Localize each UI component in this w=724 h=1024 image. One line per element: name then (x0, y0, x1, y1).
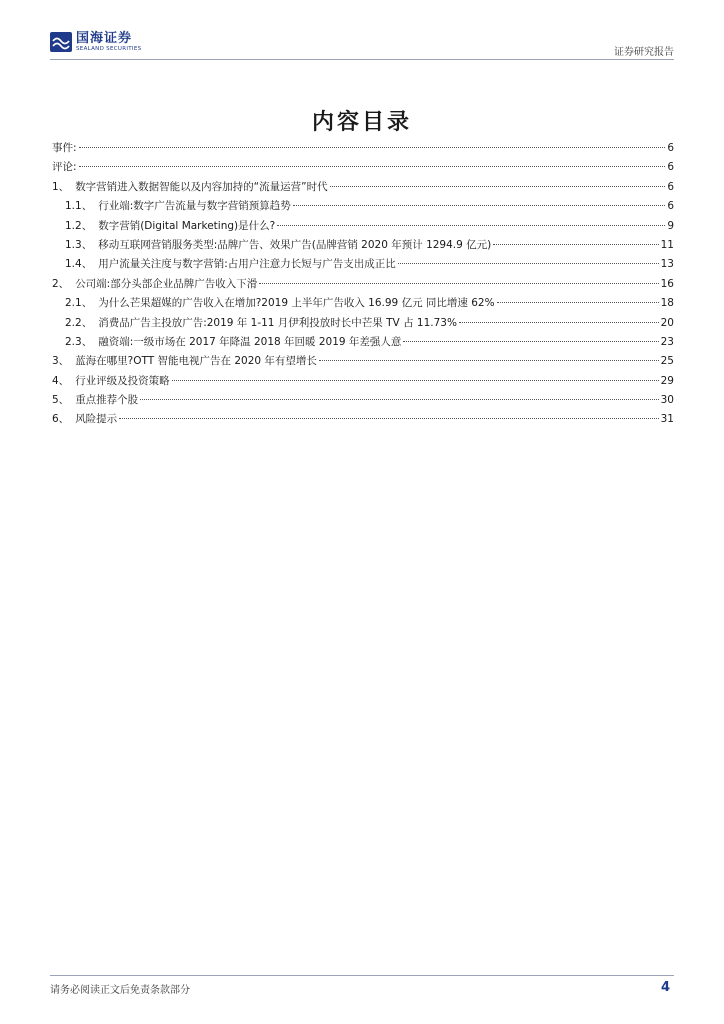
toc-entry-page: 13 (660, 258, 674, 271)
toc-entry[interactable] (50, 198, 674, 217)
toc-entry-label: 为什么芒果超媒的广告收入在增加?2019 上半年广告收入 16.99 亿元 同比增速 62% (98, 297, 495, 310)
toc-entry-page: 6 (667, 180, 674, 193)
toc-entry-label: 数字营销进入数据智能以及内容加持的“流量运营”时代 (75, 180, 328, 193)
toc-entry-label: 移动互联网营销服务类型:品牌广告、效果广告(品牌营销 2020 年预计 1294.9 亿元) (98, 238, 492, 251)
toc-entry-number: 2.3、 (65, 335, 93, 348)
toc-dot-leader (277, 225, 665, 226)
toc-dot-leader (79, 166, 666, 167)
toc-entry-label: 行业评级及投资策略 (75, 374, 170, 387)
page-number: 4 (660, 980, 670, 995)
toc-entry-number: 1.2、 (65, 219, 93, 232)
toc-entry[interactable] (50, 315, 674, 334)
toc-entry-number: 1.3、 (65, 238, 93, 251)
toc-entry[interactable] (50, 256, 674, 275)
toc-entry-label: 数字营销(Digital Marketing)是什么? (98, 219, 276, 232)
toc-entry-number: 1.1、 (65, 200, 93, 213)
toc-entry-number: 1.4、 (65, 258, 93, 271)
toc-entry-number: 2.2、 (65, 316, 93, 329)
toc-entry-page: 9 (667, 219, 674, 232)
toc-entry[interactable] (50, 392, 674, 411)
toc-dot-leader (119, 418, 658, 419)
toc-entry-label: 重点推荐个股 (75, 394, 139, 407)
toc-entry-label: 融资端:一级市场在 2017 年降温 2018 年回暖 2019 年差强人意 (98, 335, 402, 348)
toc-entry-page: 11 (660, 238, 674, 251)
toc-entry-label: 蓝海在哪里?OTT 智能电视广告在 2020 年有望增长 (75, 355, 317, 368)
company-name-cn: 国海证券 (76, 31, 133, 46)
toc-entry[interactable] (50, 353, 674, 372)
toc-entry-label: 行业端:数字广告流量与数字营销预算趋势 (98, 200, 291, 213)
document-type: 证券研究报告 (614, 47, 674, 58)
footer-divider (50, 975, 674, 976)
toc-entry-number: 5、 (52, 394, 70, 407)
toc-dot-leader (172, 380, 659, 381)
page-header (50, 30, 674, 60)
toc-entry[interactable] (50, 159, 674, 178)
sealand-logo-icon (50, 32, 72, 52)
toc-dot-leader (330, 186, 666, 187)
footer-disclaimer: 请务必阅读正文后免责条款部分 (50, 985, 190, 996)
toc-entry[interactable] (50, 237, 674, 256)
toc-entry-page: 30 (660, 394, 674, 407)
toc-entry[interactable] (50, 140, 674, 159)
toc-dot-leader (459, 322, 659, 323)
company-logo (50, 32, 141, 53)
toc-dot-leader (293, 205, 666, 206)
company-name-en: SEALAND SECURITIES (76, 46, 142, 52)
toc-entry-page: 16 (660, 277, 674, 290)
toc-dot-leader (319, 360, 659, 361)
toc-entry[interactable] (50, 179, 674, 198)
toc-entry-label: 用户流量关注度与数字营销:占用户注意力长短与广告支出成正比 (98, 258, 396, 271)
toc-entry-page: 23 (660, 335, 674, 348)
toc-entry-page: 6 (667, 142, 674, 154)
toc-entry[interactable] (50, 411, 674, 430)
toc-dot-leader (398, 263, 659, 264)
toc-entry[interactable] (50, 334, 674, 353)
toc-entry-page: 18 (660, 297, 674, 310)
toc-entry-page: 25 (660, 355, 674, 368)
toc-entry-page: 29 (660, 374, 674, 387)
toc-dot-leader (497, 302, 659, 303)
table-of-contents (50, 140, 674, 431)
toc-dot-leader (140, 399, 658, 400)
toc-entry-number: 6、 (52, 413, 70, 426)
toc-entry[interactable] (50, 218, 674, 237)
toc-entry[interactable] (50, 276, 674, 295)
toc-title: 内容目录 (311, 110, 412, 135)
toc-entry[interactable] (50, 295, 674, 314)
toc-entry-page: 20 (660, 316, 674, 329)
toc-entry-label: 风险提示 (75, 413, 118, 426)
toc-entry-label: 评论: (52, 161, 77, 174)
toc-entry-page: 6 (667, 161, 674, 174)
toc-entry-page: 31 (660, 413, 674, 426)
toc-entry-label: 事件: (52, 142, 77, 154)
toc-dot-leader (79, 147, 666, 148)
toc-dot-leader (493, 244, 658, 245)
toc-entry[interactable] (50, 373, 674, 392)
toc-entry-label: 消费品广告主投放广告:2019 年 1-11 月伊利投放时长中芒果 TV 占 11.73% (98, 316, 457, 329)
toc-entry-number: 3、 (52, 355, 70, 368)
toc-dot-leader (403, 341, 658, 342)
header-divider (50, 59, 674, 60)
toc-entry-number: 2、 (52, 277, 70, 290)
toc-dot-leader (259, 283, 658, 284)
toc-entry-number: 2.1、 (65, 297, 93, 310)
toc-entry-page: 6 (667, 200, 674, 213)
toc-entry-label: 公司端:部分头部企业品牌广告收入下滑 (75, 277, 258, 290)
toc-entry-number: 4、 (52, 374, 70, 387)
toc-entry-number: 1、 (52, 180, 70, 193)
